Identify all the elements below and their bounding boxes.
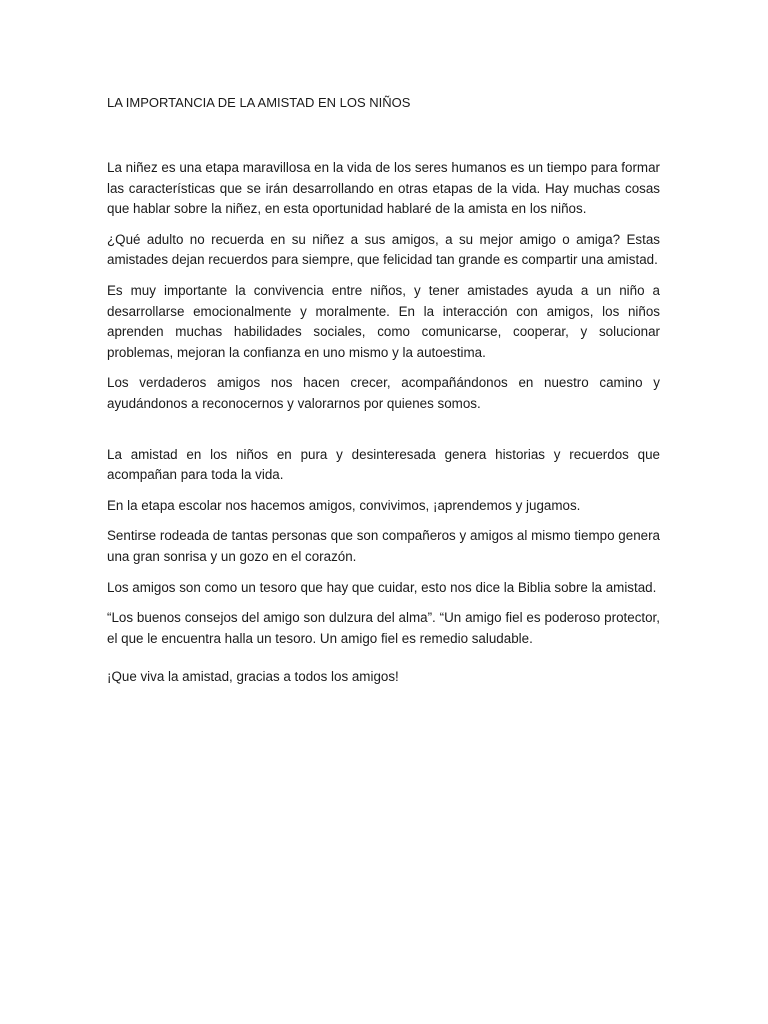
paragraph-10: ¡Que viva la amistad, gracias a todos los amigos! bbox=[107, 669, 399, 685]
paragraph-5: La amistad en los niños en pura y desinteresada genera historias y recuerdos que acompañan para toda la vida. bbox=[107, 446, 660, 483]
paragraph-8: Los amigos son como un tesoro que hay que cuidar, esto nos dice la Biblia sobre la amistad. bbox=[107, 579, 657, 595]
paragraph-4: Los verdaderos amigos nos hacen crecer, acompañándonos en nuestro camino y ayudándonos a reconocernos y valorarnos por quienes somos. bbox=[107, 375, 660, 411]
paragraph-7: Sentirse rodeada de tantas personas que son compañeros y amigos al mismo tiempo genera una gran sonrisa y un gozo en el corazón. bbox=[107, 528, 660, 564]
paragraph-3: Es muy importante la convivencia entre niños, y tener amistades ayuda a un niño a desarrollarse emocionalmente y moralmente. En la interacción con amigos, los niños aprenden muchas habilidades sociales, como comunicarse, cooperar, y solucionar problemas, mejoran la confianza en uno mismo y la autoestima. bbox=[107, 282, 660, 360]
paragraph-9: “Los buenos consejos del amigo son dulzura del alma”. “Un amigo fiel es poderoso protector, el que le encuentra halla un tesoro. Un amigo fiel es remedio saludable. bbox=[107, 610, 660, 646]
document-title: LA IMPORTANCIA DE LA AMISTAD EN LOS NIÑOS bbox=[107, 95, 411, 110]
paragraph-1: La niñez es una etapa maravillosa en la vida de los seres humanos es un tiempo para formar las características que se irán desarrollando en otras etapas de la vida. Hay muchas cosas que hablar sobre la niñez, en esta oportunidad hablaré de la amista en los niños. bbox=[107, 160, 660, 217]
paragraph-2: ¿Qué adulto no recuerda en su niñez a sus amigos, a su mejor amigo o amiga? Estas amistades dejan recuerdos para siempre, que felicidad tan grande es compartir una amistad. bbox=[107, 231, 660, 268]
document-page bbox=[107, 94, 660, 698]
paragraph-6: En la etapa escolar nos hacemos amigos, convivimos, ¡aprendemos y jugamos. bbox=[107, 497, 581, 513]
